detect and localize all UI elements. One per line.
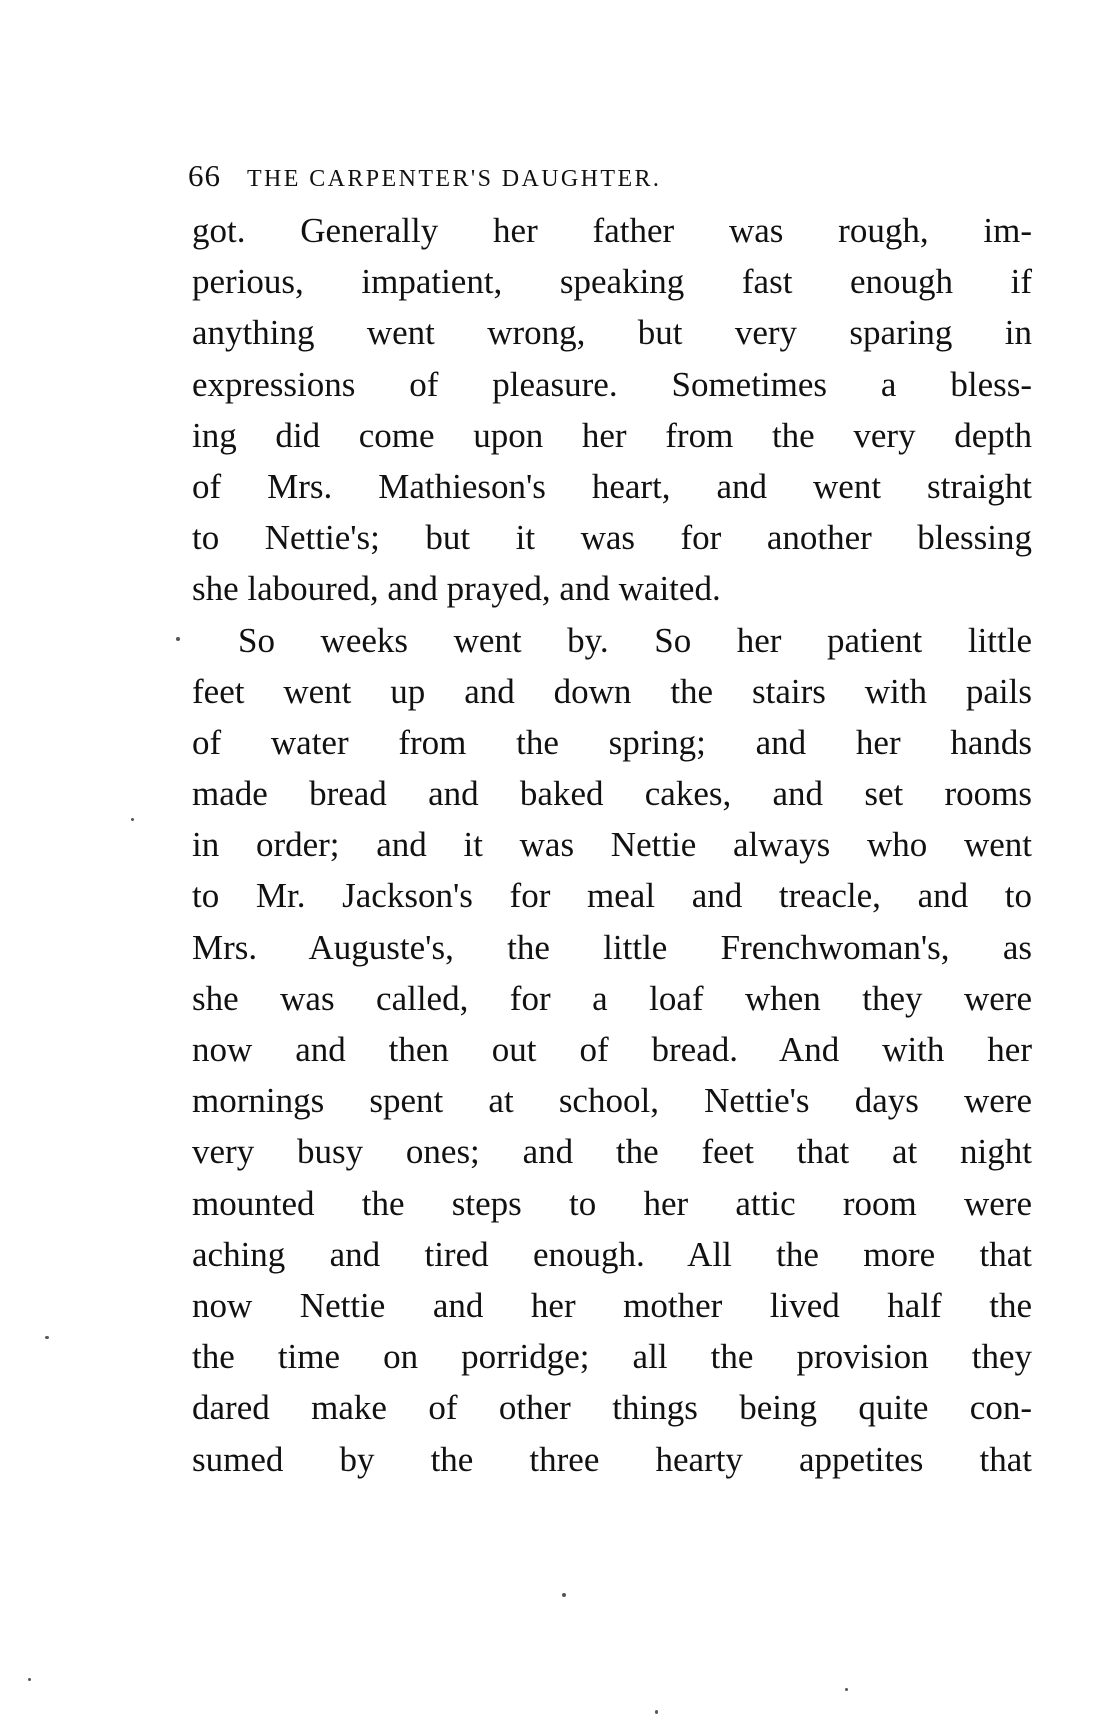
print-speck [45, 1336, 49, 1339]
text-line: of water from the spring; and her hands [192, 722, 1032, 762]
text-line: perious, impatient, speaking fast enough if [192, 262, 1032, 302]
text-line: to Mr. Jackson's for meal and treacle, and to [192, 876, 1032, 916]
text-line: to Nettie's; but it was for another blessing [192, 518, 1032, 558]
text-line: now Nettie and her mother lived half the [192, 1285, 1032, 1325]
text-line: ing did come upon her from the very depth [192, 415, 1032, 455]
page-number: 66 [188, 158, 221, 193]
body-text [192, 205, 1032, 1485]
text-line: she laboured, and prayed, and waited. [192, 569, 721, 609]
text-line: made bread and baked cakes, and set rooms [192, 774, 1032, 814]
text-line: Mrs. Auguste's, the little Frenchwoman's, as [192, 927, 1032, 967]
text-line: sumed by the three hearty appetites that [192, 1439, 1032, 1479]
print-speck [28, 1678, 31, 1681]
print-speck [562, 1593, 566, 1597]
print-speck [655, 1710, 658, 1714]
text-line: feet went up and down the stairs with pails [192, 671, 1032, 711]
text-line: she was called, for a loaf when they were [192, 978, 1032, 1018]
running-title: THE CARPENTER'S DAUGHTER. [247, 166, 662, 192]
text-line: dared make of other things being quite con- [192, 1388, 1032, 1428]
text-line: mounted the steps to her attic room were [192, 1183, 1032, 1223]
text-line: of Mrs. Mathieson's heart, and went straight [192, 466, 1032, 506]
text-line: now and then out of bread. And with her [192, 1030, 1032, 1069]
print-speck [176, 637, 180, 641]
text-line: mornings spent at school, Nettie's days were [192, 1081, 1032, 1121]
print-speck [845, 1688, 848, 1691]
running-head [188, 158, 948, 198]
text-line: expressions of pleasure. Sometimes a bless- [192, 364, 1032, 404]
text-line: got. Generally her father was rough, im- [192, 211, 1032, 250]
text-line: very busy ones; and the feet that at night [192, 1132, 1032, 1172]
text-line: the time on porridge; all the provision they [192, 1337, 1032, 1377]
text-line: anything went wrong, but very sparing in [192, 313, 1032, 353]
print-speck [131, 818, 134, 821]
text-line: in order; and it was Nettie always who went [192, 825, 1032, 865]
text-line: aching and tired enough. All the more that [192, 1234, 1032, 1274]
text-line: So weeks went by. So her patient little [238, 620, 1032, 660]
